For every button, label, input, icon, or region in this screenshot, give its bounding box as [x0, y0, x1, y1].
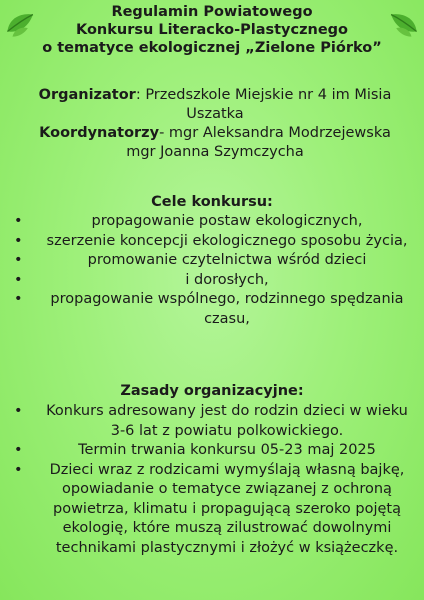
bullet: •	[14, 271, 23, 288]
coordinators-label: Koordynatorzy	[39, 125, 160, 141]
organizer-block	[20, 86, 410, 162]
list-item: • promowanie czytelnictwa wśród dzieci	[14, 251, 414, 271]
list-item: • szerzenie koncepcji ekologicznego sposobu życia,	[14, 232, 414, 252]
title-line: Regulamin Powiatowego	[111, 4, 313, 20]
organizer-label: Organizator	[38, 87, 136, 103]
document-title	[0, 3, 424, 57]
bullet: •	[14, 232, 23, 249]
rules-list	[14, 402, 414, 558]
title-line: Konkursu Literacko-Plastycznego	[75, 22, 349, 38]
goals-list	[14, 212, 414, 329]
organizer-text-cont: Uszatka	[186, 106, 244, 122]
bullet: •	[14, 252, 23, 268]
list-item: • Termin trwania konkursu 05-23 maj 2025	[14, 441, 414, 461]
bullet: •	[14, 461, 23, 478]
coordinators-text: - mgr Aleksandra Modrzejewska	[159, 125, 391, 141]
list-item: • i dorosłych,	[14, 271, 414, 291]
list-item: • propagowanie postaw ekologicznych,	[14, 212, 414, 232]
bullet: •	[14, 442, 23, 458]
title-line: o tematyce ekologicznej „Zielone Piórko”	[42, 40, 382, 56]
list-item: • Dzieci wraz z rodzicami wymyślają własną bajkę, opowiadanie o tematyce związanej z ochroną powietrza, klimatu i propagującą szeroko pojętą ekologię, które muszą zilustrować dowolnymi technikami plastycznymi i złożyć w książeczkę.	[14, 461, 414, 559]
organizer-text: : Przedszkole Miejskie nr 4 im Misia	[135, 87, 392, 103]
bullet: •	[14, 403, 23, 419]
list-item: • propagowanie wspólnego, rodzinnego spędzania czasu,	[14, 290, 414, 329]
goals-heading: Cele konkursu:	[151, 194, 273, 210]
bullet: •	[14, 213, 23, 229]
coordinators-text-cont: mgr Joanna Szymczycha	[126, 144, 304, 160]
list-item: • Konkurs adresowany jest do rodzin dzieci w wieku 3-6 lat z powiatu polkowickiego.	[14, 402, 414, 441]
bullet: •	[14, 291, 23, 307]
rules-heading: Zasady organizacyjne:	[120, 383, 304, 399]
